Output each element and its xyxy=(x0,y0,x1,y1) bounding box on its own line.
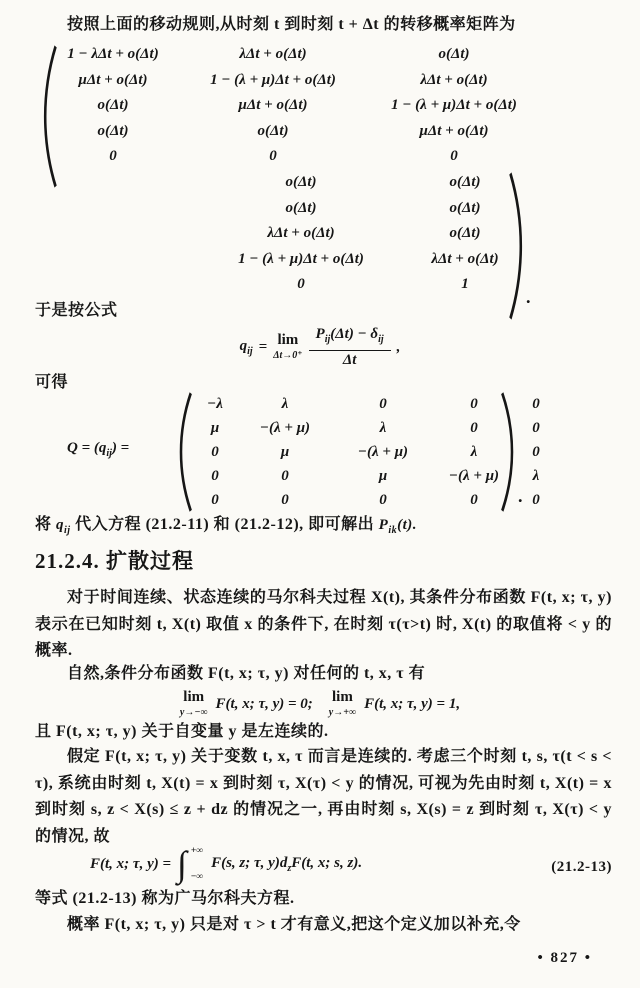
matrix-close-paren xyxy=(508,172,524,320)
equation-lhs: F(t, x; τ, y) = xyxy=(90,855,172,872)
substitute-line: 将 $q_{ij}$ 代入方程 (21.2-11) 和 (21.2-12), 即可解出 $P_{ik}(t)$. xyxy=(35,516,418,536)
matrix-cell: o(Δt) xyxy=(285,174,317,191)
limit-body-one: F(t, x; τ, y) = 1, xyxy=(364,695,461,712)
transition-matrix xyxy=(0,42,640,307)
matrix-cell: o(Δt) xyxy=(285,199,317,216)
limits-formula xyxy=(0,690,640,718)
matrix-cell: 1 xyxy=(461,276,469,293)
matrix-cell: o(Δt) xyxy=(449,174,481,191)
natural-paragraph: 自然,条件分布函数 F(t, x; τ, y) 对任何的 t, x, τ 有 xyxy=(67,665,426,682)
matrix-cell: o(Δt) xyxy=(449,199,481,216)
matrix-cell: 0 xyxy=(450,148,458,165)
matrix-cell: 1 − (λ + μ)Δt + o(Δt) xyxy=(391,97,517,114)
matrix-cell: μ xyxy=(210,419,220,436)
matrix-cell: μΔt + o(Δt) xyxy=(238,97,308,114)
matrix-cell: 0 xyxy=(211,491,219,508)
limit-to-neg-infinity: lim y→−∞ xyxy=(179,689,208,718)
qij-equals: = xyxy=(258,338,268,355)
matrix-cell: 0 xyxy=(532,443,540,460)
matrix-cell: 1 − (λ + μ)Δt + o(Δt) xyxy=(210,71,336,88)
q-matrix-open-paren xyxy=(178,392,193,512)
integral-limits: +∞ −∞ xyxy=(190,846,204,882)
diffusion-paragraph: 对于时间连续、状态连续的马尔科夫过程 X(t), 其条件分布函数 F(t, x; τ, y) 表示在已知时刻 t, X(t) 取值 x 的条件下, 在时刻 τ(τ>t) 时, X(t) 的取值将 < y 的概率. xyxy=(35,589,612,659)
qij-lhs: $q_{ij}$ xyxy=(239,337,253,357)
matrix-cell: λ xyxy=(281,395,289,412)
matrix-cell: 0 xyxy=(379,395,387,412)
section-heading xyxy=(35,545,194,575)
section-number: 21.2.4. xyxy=(35,549,100,573)
q-matrix-label: $Q = (q_{ij})$ = xyxy=(67,440,130,459)
limit-operator: lim Δt→0⁺ xyxy=(273,332,303,361)
matrix-period: . xyxy=(526,287,531,307)
q-matrix xyxy=(0,390,640,514)
q-matrix-period: . xyxy=(518,486,523,506)
assume-paragraph: 假定 F(t, x; τ, y) 关于变数 t, x, τ 而言是连续的. 考虑三个时刻 t, s, τ(t < s < τ), 系统由时刻 t, X(t) = x 到时刻 τ, X(τ) < y 的情况, 可视为先由时刻 t, X(t) = x 到时刻 s, z < X(s) ≤ z + dz 的情况之一, 再由时刻 s, X(s) = z 到时刻 τ, X(τ) < y 的情况, 故 xyxy=(35,748,612,845)
matrix-cell: μΔt + o(Δt) xyxy=(419,122,489,139)
matrix-cell: λ xyxy=(532,467,540,484)
q-matrix-close-paren xyxy=(500,392,515,512)
supplement-line: 概率 F(t, x; τ, y) 只是对 τ > t 才有意义,把这个定义加以补充,令 xyxy=(67,916,521,933)
matrix-cell: 0 xyxy=(532,395,540,412)
matrix-cell: 0 xyxy=(281,467,289,484)
matrix-cell: o(Δt) xyxy=(97,122,129,139)
matrix-cell: λΔt + o(Δt) xyxy=(267,225,335,242)
matrix-cell: 0 xyxy=(297,276,305,293)
we-get-line: 可得 xyxy=(35,374,69,391)
matrix-cell: 0 xyxy=(532,419,540,436)
matrix-cell: 1 − (λ + μ)Δt + o(Δt) xyxy=(238,250,364,267)
matrix-cell: μ xyxy=(378,467,388,484)
equation-tag: (21.2-13) xyxy=(551,859,612,875)
matrix-cell: o(Δt) xyxy=(257,122,289,139)
matrix-cell: 0 xyxy=(470,419,478,436)
qij-fraction xyxy=(309,326,391,368)
matrix-cell: μ xyxy=(280,443,290,460)
page-number: • 827 • xyxy=(537,950,592,966)
matrix-cell: λΔt + o(Δt) xyxy=(239,46,307,63)
left-continuous-line: 且 F(t, x; τ, y) 关于自变量 y 是左连续的. xyxy=(35,723,329,740)
matrix-cell: 0 xyxy=(379,491,387,508)
matrix-cell: λΔt + o(Δt) xyxy=(420,71,488,88)
matrix-cell: 0 xyxy=(532,491,540,508)
matrix-cell: o(Δt) xyxy=(449,225,481,242)
matrix-cell: 0 xyxy=(211,443,219,460)
chapman-equation xyxy=(90,846,362,882)
matrix-cell: 0 xyxy=(269,148,277,165)
matrix-cell: λ xyxy=(470,443,478,460)
qij-trailing-comma: , xyxy=(396,338,401,355)
matrix-cell: 0 xyxy=(211,467,219,484)
matrix-cell: −(λ + μ) xyxy=(259,419,311,436)
matrix-cell: λΔt + o(Δt) xyxy=(431,250,499,267)
fraction-denominator: Δt xyxy=(342,352,357,368)
then-formula-line: 于是按公式 xyxy=(35,302,118,319)
matrix-lower-grid xyxy=(192,170,520,298)
matrix-cell: 0 xyxy=(281,491,289,508)
equation-name-line: 等式 (21.2-13) 称为广马尔科夫方程. xyxy=(35,890,295,907)
matrix-cell: o(Δt) xyxy=(97,97,129,114)
matrix-cell: −(λ + μ) xyxy=(448,467,500,484)
matrix-cell: 0 xyxy=(109,148,117,165)
matrix-cell: λ xyxy=(379,419,387,436)
matrix-cell: o(Δt) xyxy=(438,46,470,63)
matrix-cell: −λ xyxy=(207,395,223,412)
limit-to-pos-infinity: lim y→+∞ xyxy=(328,689,357,718)
limit-body-zero: F(t, x; τ, y) = 0; xyxy=(215,695,313,712)
intro-line: 按照上面的移动规则,从时刻 t 到时刻 t + Δt 的转移概率矩阵为 xyxy=(67,16,516,33)
matrix-cell: −(λ + μ) xyxy=(357,443,409,460)
matrix-cell: 1 − λΔt + o(Δt) xyxy=(67,46,159,63)
section-title: 扩散过程 xyxy=(106,549,194,573)
fraction-numerator: $P_{ij}(\Delta t) - \delta_{ij}$ xyxy=(309,326,391,351)
matrix-upper-grid xyxy=(48,42,540,170)
equation-integrand: F(s, z; τ, $y)d_zF(t$, x; s, z). xyxy=(211,854,363,874)
qij-formula xyxy=(0,326,640,368)
matrix-cell: 0 xyxy=(470,395,478,412)
matrix-cell: 0 xyxy=(470,491,478,508)
integral-icon: ∫ xyxy=(177,844,187,884)
matrix-cell: μΔt + o(Δt) xyxy=(78,71,148,88)
